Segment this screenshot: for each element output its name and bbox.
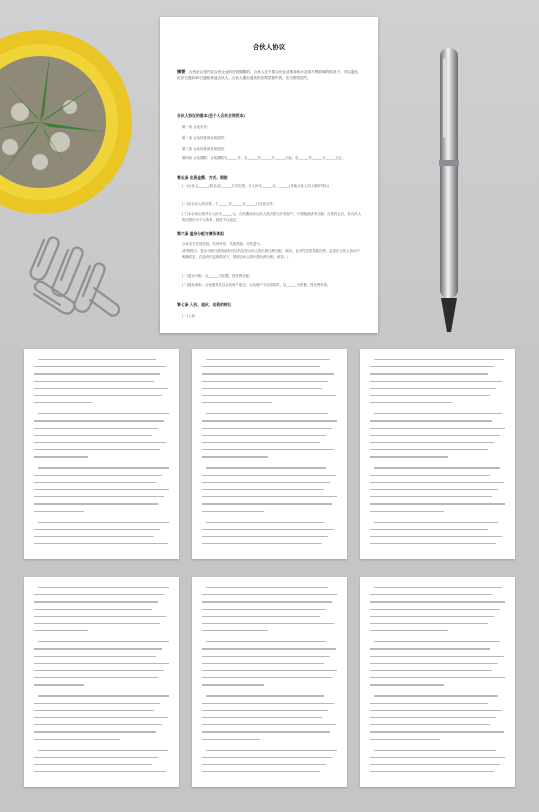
document-page-thumbnail (192, 577, 347, 787)
text-line-placeholder (34, 511, 84, 512)
text-line-placeholder (34, 739, 120, 740)
text-line-placeholder (34, 731, 156, 732)
text-line-placeholder (34, 648, 162, 649)
text-line-placeholder (202, 503, 332, 504)
text-line-placeholder (202, 482, 330, 483)
text-line-placeholder (370, 623, 488, 624)
text-line-placeholder (202, 449, 334, 450)
text-line-placeholder (38, 522, 169, 523)
potted-plant-icon (0, 22, 140, 222)
text-line-placeholder (34, 381, 154, 382)
text-line-placeholder (34, 757, 158, 758)
text-line-placeholder (34, 623, 160, 624)
text-line-placeholder (34, 717, 168, 718)
text-line-placeholder (370, 536, 502, 537)
text-line-placeholder (370, 503, 505, 504)
text-line-placeholder (34, 663, 169, 664)
text-line-placeholder (206, 413, 328, 414)
text-line-placeholder (34, 475, 162, 476)
text-line-placeholder (202, 366, 320, 367)
text-line-placeholder (34, 684, 84, 685)
contract-document-page (160, 17, 378, 333)
text-line-placeholder (34, 616, 166, 617)
section-6-line: 合伙各方共同经营，共同劳动，共担风险，共负盈亏。 (182, 242, 264, 246)
text-line-placeholder (38, 750, 168, 751)
text-line-placeholder (202, 420, 337, 421)
text-line-placeholder (370, 717, 496, 718)
text-line-placeholder (202, 656, 330, 657)
text-line-placeholder (202, 731, 330, 732)
text-line-placeholder (202, 670, 337, 671)
text-line-placeholder (370, 489, 498, 490)
section-6-heading: 第六条 盈余分配与债务承担 (177, 231, 224, 236)
text-line-placeholder (374, 641, 500, 642)
text-line-placeholder (370, 529, 488, 530)
text-line-placeholder (202, 381, 328, 382)
paper-clips-icon (24, 228, 124, 328)
text-line-placeholder (34, 395, 162, 396)
text-line-placeholder (202, 717, 322, 718)
text-line-placeholder (34, 656, 156, 657)
text-line-placeholder (34, 442, 166, 443)
text-line-placeholder (34, 428, 158, 429)
text-line-placeholder (38, 695, 169, 696)
text-line-placeholder (202, 496, 337, 497)
text-line-placeholder (370, 739, 440, 740)
text-line-placeholder (370, 594, 492, 595)
text-line-placeholder (370, 703, 488, 704)
text-line-placeholder (34, 489, 169, 490)
document-page-thumbnail (24, 577, 179, 787)
text-line-placeholder (206, 750, 337, 751)
text-line-placeholder (34, 366, 166, 367)
section-6-line: (附则提示：盈余分配与债务承担可以约定按合伙人的出资比例分配、承担，也可约定按其他比例，必须在合伙人协议中明确约定，在没有约定的情况下，按照合伙人的出资比例分配、承担。) (182, 249, 360, 259)
text-line-placeholder (370, 724, 490, 725)
document-page-thumbnail (360, 577, 515, 787)
text-line-placeholder (38, 587, 169, 588)
text-line-placeholder (370, 475, 490, 476)
text-line-placeholder (202, 739, 260, 740)
text-line-placeholder (370, 456, 448, 457)
text-line-placeholder (374, 587, 502, 588)
document-title: 合伙人协议 (252, 43, 286, 51)
text-line-placeholder (202, 529, 334, 530)
text-line-placeholder (202, 536, 328, 537)
text-line-placeholder (202, 402, 272, 403)
text-line-placeholder (34, 496, 164, 497)
section-5-heading: 第五条 出资金额、方式、期限 (177, 175, 228, 180)
text-line-placeholder (202, 648, 336, 649)
text-line-placeholder (202, 630, 268, 631)
text-line-placeholder (202, 428, 332, 429)
text-line-placeholder (34, 771, 166, 772)
info-heading: 合伙人协议的基本(至个人合伙合同范本) (177, 113, 246, 118)
text-line-placeholder (374, 467, 500, 468)
text-line-placeholder (34, 449, 160, 450)
text-line-placeholder (206, 641, 326, 642)
text-line-placeholder (202, 724, 336, 725)
text-line-placeholder (202, 764, 326, 765)
text-line-placeholder (34, 764, 152, 765)
text-line-placeholder (370, 663, 498, 664)
text-line-placeholder (370, 601, 505, 602)
text-line-placeholder (202, 489, 324, 490)
text-line-placeholder (370, 677, 505, 678)
info-line: 第二条 合伙经营项目和范围： (182, 136, 228, 140)
text-line-placeholder (202, 677, 332, 678)
text-line-placeholder (202, 388, 322, 389)
section-6-line: (一)盈余分配：以______为依据，按比例分配。 (182, 274, 253, 278)
text-line-placeholder (370, 381, 502, 382)
section-7-heading: 第七条 入伙、退伙、出资的转让 (177, 302, 232, 307)
text-line-placeholder (370, 373, 488, 374)
text-line-placeholder (370, 648, 490, 649)
text-line-placeholder (370, 670, 492, 671)
section-5-line: (三)本合伙出资共计人民币______元。合伙期间各合伙人的出资为共有财产，不得随意请求分割。合伙终止后，各合伙人的出资仍为个人所有，届时予以返还。 (182, 212, 361, 222)
text-line-placeholder (34, 482, 156, 483)
text-line-placeholder (202, 663, 324, 664)
text-line-placeholder (370, 710, 502, 711)
section-7-line: (一)入伙： (182, 314, 199, 318)
text-line-placeholder (370, 482, 504, 483)
abstract-paragraph (177, 69, 363, 81)
text-line-placeholder (370, 731, 504, 732)
info-line: 第三条 合伙经营项目和范围： (182, 147, 228, 151)
text-line-placeholder (34, 724, 162, 725)
text-line-placeholder (38, 359, 156, 360)
text-line-placeholder (34, 503, 158, 504)
text-line-placeholder (370, 511, 444, 512)
text-line-placeholder (370, 442, 494, 443)
text-line-placeholder (34, 710, 154, 711)
text-line-placeholder (34, 601, 158, 602)
abstract-label: 摘要 (177, 69, 186, 74)
text-line-placeholder (370, 449, 488, 450)
abstract-text: ：合伙协议是约定合伙企业的经营期限的，合伙人在不损合伙企业事务执行造成不利影响的情况下，可以退伙，但应当提前30日通知其他合伙人。合伙人擅自退伙的应赔偿损失的，应当赔偿损失。 (177, 70, 362, 80)
document-page-thumbnail (192, 349, 347, 559)
text-line-placeholder (202, 684, 264, 685)
text-line-placeholder (34, 594, 164, 595)
text-line-placeholder (370, 420, 492, 421)
text-line-placeholder (34, 373, 160, 374)
text-line-placeholder (374, 359, 504, 360)
text-line-placeholder (374, 695, 498, 696)
text-line-placeholder (34, 388, 168, 389)
pen-icon (410, 40, 490, 340)
text-line-placeholder (34, 420, 164, 421)
text-line-placeholder (370, 764, 500, 765)
text-line-placeholder (202, 594, 337, 595)
text-line-placeholder (38, 413, 169, 414)
info-line: 第四条 合伙期限：合伙期限为______年，自______年______月______日起，至______年______月______日止。 (182, 156, 346, 160)
text-line-placeholder (34, 543, 168, 544)
document-page-thumbnail (360, 349, 515, 559)
text-line-placeholder (34, 402, 92, 403)
text-line-placeholder (202, 710, 328, 711)
text-line-placeholder (38, 641, 169, 642)
text-line-placeholder (206, 467, 326, 468)
text-line-placeholder (202, 543, 322, 544)
text-line-placeholder (202, 442, 320, 443)
text-line-placeholder (202, 373, 334, 374)
text-line-placeholder (34, 529, 160, 530)
section-5-line: (一)合伙人______(姓名)以______方式出资，计人民币______元。______(其他合伙人同上顺序列出) (182, 184, 329, 188)
text-line-placeholder (202, 609, 326, 610)
info-line: 第一条 合伙宗旨： (182, 125, 211, 129)
document-page-thumbnail (24, 349, 179, 559)
text-line-placeholder (370, 388, 496, 389)
text-line-placeholder (370, 366, 494, 367)
text-line-placeholder (370, 630, 448, 631)
text-line-placeholder (370, 771, 494, 772)
text-line-placeholder (202, 771, 320, 772)
text-line-placeholder (34, 703, 160, 704)
text-line-placeholder (206, 359, 330, 360)
text-line-placeholder (34, 609, 152, 610)
text-line-placeholder (34, 536, 154, 537)
text-line-placeholder (206, 587, 328, 588)
section-6-line: (二)债务承担：合伙债务先以合伙财产偿还，合伙财产不足清偿时，以______为依据，按比例负担。 (182, 283, 331, 287)
text-line-placeholder (202, 623, 334, 624)
text-line-placeholder (34, 670, 164, 671)
text-line-placeholder (370, 684, 444, 685)
text-line-placeholder (370, 496, 492, 497)
text-line-placeholder (370, 543, 496, 544)
text-line-placeholder (202, 616, 320, 617)
text-line-placeholder (374, 413, 502, 414)
text-line-placeholder (202, 601, 332, 602)
text-line-placeholder (206, 695, 324, 696)
section-5-line: (二)各合伙人的出资，于______年______月______日以前交齐。 (182, 202, 277, 206)
text-line-placeholder (370, 609, 500, 610)
text-line-placeholder (202, 511, 264, 512)
text-line-placeholder (34, 677, 158, 678)
text-line-placeholder (370, 402, 452, 403)
text-line-placeholder (202, 757, 332, 758)
text-line-placeholder (370, 428, 505, 429)
text-line-placeholder (374, 750, 496, 751)
text-line-placeholder (34, 435, 152, 436)
text-line-placeholder (370, 616, 494, 617)
text-line-placeholder (370, 757, 505, 758)
text-line-placeholder (370, 656, 504, 657)
text-line-placeholder (202, 395, 336, 396)
text-line-placeholder (34, 456, 88, 457)
text-line-placeholder (202, 456, 268, 457)
text-line-placeholder (34, 630, 88, 631)
text-line-placeholder (202, 435, 326, 436)
text-line-placeholder (206, 522, 324, 523)
text-line-placeholder (38, 467, 169, 468)
text-line-placeholder (370, 395, 490, 396)
text-line-placeholder (374, 522, 498, 523)
text-line-placeholder (202, 475, 336, 476)
text-line-placeholder (202, 703, 334, 704)
text-line-placeholder (370, 435, 500, 436)
